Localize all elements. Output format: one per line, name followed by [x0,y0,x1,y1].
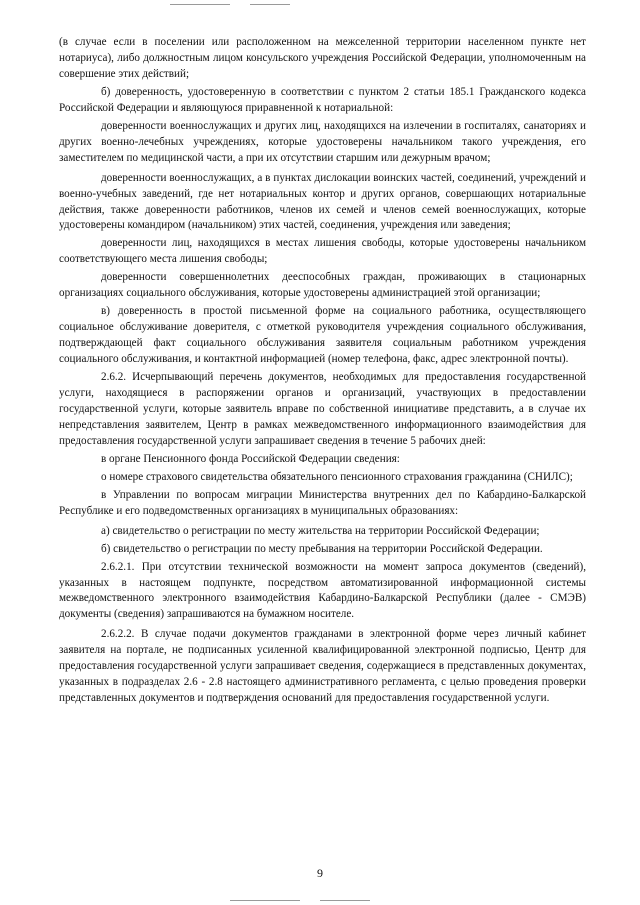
page-number: 9 [317,866,323,880]
scan-artifact-top [170,4,230,5]
paragraph-2-6-2-2: 2.6.2.2. В случае подачи документов гражданами в электронной форме через личный кабинет заявителя на портале, не подписанных усиленной квалифицированной электронной подписью, Центр для предоставления государственной услуги запрашивает сведения, содержащиеся в представленных документах, указанных в подразделах 2.6 - 2.8 настоящего административного регламента, с целью проведения проверки представленных документов и подтверждения оснований для предоставления государственной услуги. [59,628,586,705]
scan-artifact-bottom [320,900,370,901]
paragraph-b-power-of-attorney: б) доверенность, удостоверенную в соответствии с пунктом 2 статьи 185.1 Гражданского кодекса Российской Федерации и являющуюся приравненной к нотариальной: [59,85,586,114]
paragraph-military-units: доверенности военнослужащих, а в пунктах дислокации воинских частей, соединений, учреждений и военно-учебных заведений, где нет нотариальных контор и других органов, совершающих нотариальные действия, также доверенности работников, членов их семей и членов семей военнослужащих, которые удостоверены командиром (начальником) этих частей, соединения, учреждения или заведения; [59,171,586,232]
paragraph-continuation: (в случае если в поселении или расположенном на межселенной территории населенном пункте нет нотариуса), либо должностным лицом консульского учреждения Российской Федерации, уполномоченным на совершение этих действий; [59,36,586,80]
paragraph-snils: о номере страхового свидетельства обязательного пенсионного страхования гражданина (СНИЛС); [101,470,573,483]
paragraph-a-residence: а) свидетельство о регистрации по месту жительства на территории Российской Федерации; [101,524,540,537]
paragraph-social-organizations: доверенности совершеннолетних дееспособных граждан, проживающих в стационарных организациях социального обслуживания, которые удостоверены администрацией этой организации; [59,271,586,300]
paragraph-b-stay: б) свидетельство о регистрации по месту пребывания на территории Российской Федерации. [101,542,543,555]
document-body [59,35,586,709]
paragraph-migration-office: в Управлении по вопросам миграции Министерства внутренних дел по Кабардино-Балкарской Республике и его подведомственных организациях в муниципальных образованиях: [59,488,586,517]
paragraph-detention: доверенности лиц, находящихся в местах лишения свободы, которые удостоверены начальником соответствующего места лишения свободы; [59,237,586,266]
paragraph-v-social-worker: в) доверенность в простой письменной форме на социального работника, осуществляющего социальное обслуживание доверителя, с отметкой руководителя учреждения социального обслуживания, подтверждающей факт социального обслуживания заявителя социальным работником учреждения социального обслуживания, и контактной информацией (номер телефона, факс, адрес электронной почты). [59,305,586,366]
scan-artifact-top [250,4,290,5]
scan-artifact-bottom [230,900,300,901]
paragraph-military-hospital: доверенности военнослужащих и других лиц, находящихся на излечении в госпиталях, санаториях и других военно-лечебных учреждениях, которые удостоверены начальником такого учреждения, его заместителем по медицинской части, а при их отсутствии старшим или дежурным врачом; [59,119,586,164]
paragraph-2-6-2-1: 2.6.2.1. При отсутствии технической возможности на момент запроса документов (сведений), указанных в настоящем подпункте, посредством автоматизированной информационной системы межведомственного электронного взаимодействия Кабардино-Балкарской Республики (далее - СМЭВ) документы (сведения) запрашиваются на бумажном носителе. [59,560,586,621]
paragraph-2-6-2: 2.6.2. Исчерпывающий перечень документов, необходимых для предоставления государственной услуги, находящиеся в распоряжении органов и организаций, участвующих в предоставлении государственной услуги, которые заявитель вправе по собственной инициативе представить, а в случае их непредставления заявителем, Центр в рамках межведомственного информационного взаимодействия для предоставления государственной услуги запрашивает сведения в течение 5 рабочих дней: [59,371,586,447]
paragraph-pension-fund: в органе Пенсионного фонда Российской Федерации сведения: [101,452,400,465]
